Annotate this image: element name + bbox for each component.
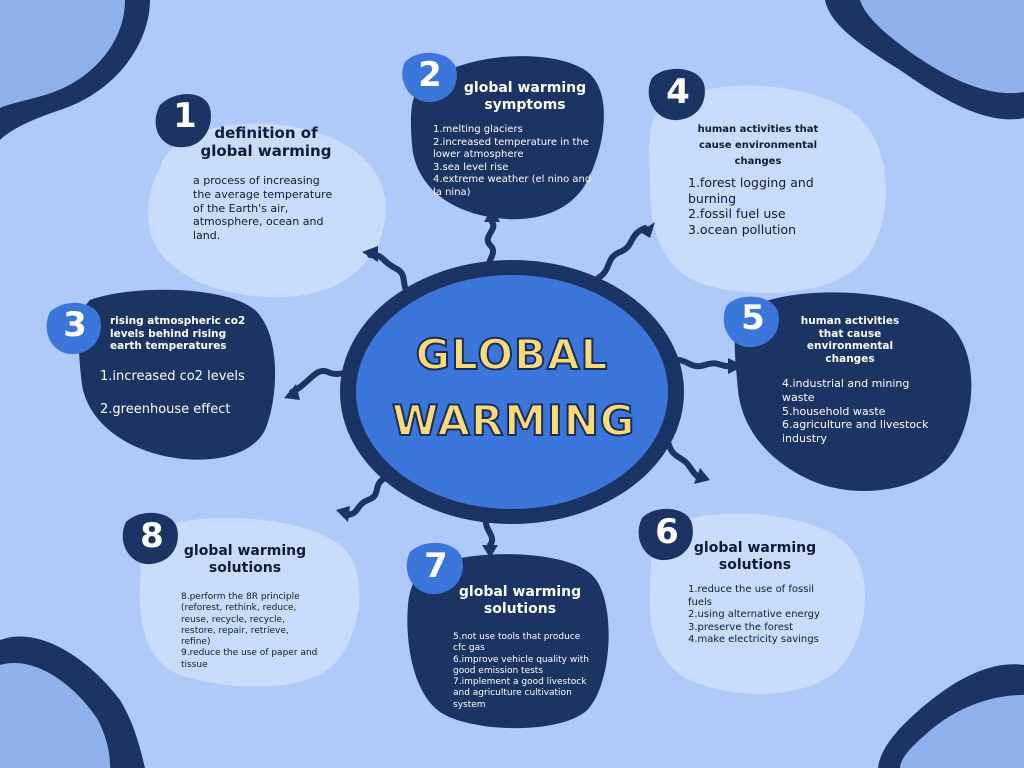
node-4-title: human activities that cause environmental changes [697,124,819,167]
node-7-title: global warming solutions [458,584,582,617]
center-title-line2: WARMING [392,396,636,445]
node-8-body: 8.perform the 8R principle (reforest, rethink, reduce, reuse, recycle, recycle, restore, repair, retrieve, refine) 9.reduce the use of paper and tissue [181,592,318,670]
arrowhead-8 [336,506,350,522]
node-3-title: rising atmospheric co2 levels behind rising earth temperatures [110,315,246,353]
node-2-number: 2 [418,55,442,95]
node-6-number: 6 [655,512,679,552]
node-3-number: 3 [63,305,87,345]
node-6-body: 1.reduce the use of fossil fuels 2.using alternative energy 3.preserve the forest 4.make electricity savings [688,584,820,645]
center-title-line1: GLOBAL [415,330,609,379]
connector-to-8 [345,478,385,515]
node-5-title: human activities that cause environmental changes [800,315,900,365]
node-5-number: 5 [741,298,765,338]
node-1-number: 1 [173,96,197,136]
connector-to-5 [672,360,732,367]
node-5-body: 4.industrial and mining waste 5.household waste 6.agriculture and livestock industry [782,377,929,445]
node-1-title: definition of global warming [200,124,332,160]
node-3-body: 1.increased co2 levels 2.greenhouse effect [100,369,245,417]
connector-to-4 [598,228,645,278]
node-7-number: 7 [424,546,448,586]
node-2-body: 1.melting glaciers 2.increased temperature in the lower atmosphere 3.sea level rise 4.extreme weather (el nino and la nina) [433,124,592,198]
node-8-title: global warming solutions [183,543,307,576]
node-4-body: 1.forest logging and burning 2.fossil fuel use 3.ocean pollution [688,175,814,237]
center-ellipse [356,275,668,509]
node-2-title: global warming symptoms [463,80,587,113]
node-6-title: global warming solutions [693,540,817,573]
node-7-body: 5.not use tools that produce cfc gas 6.improve vehicle quality with good emission tests 7.implement a good livestock and agriculture cultivation system [453,632,589,710]
node-4-number: 4 [666,72,690,112]
node-8-number: 8 [140,516,164,556]
node-1-body: a process of increasing the average temperature of the Earth's air, atmosphere, ocean and land. [193,174,333,242]
